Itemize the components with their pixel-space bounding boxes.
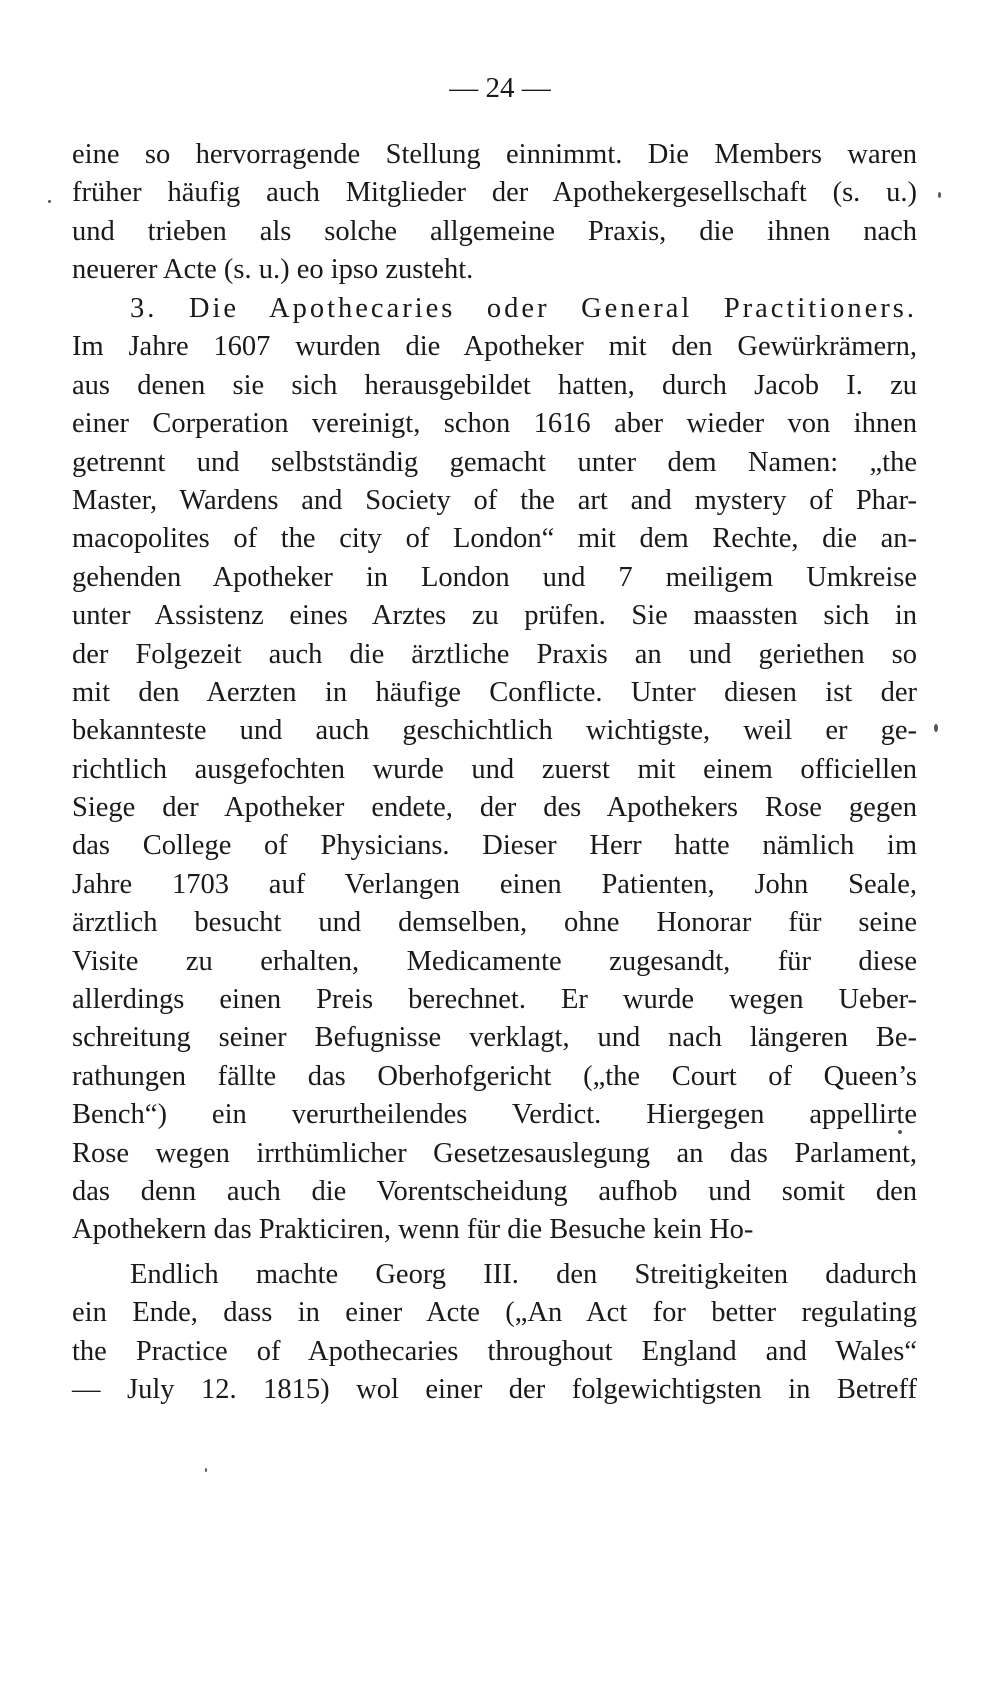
scan-speck <box>938 192 941 198</box>
text-line: einer Corperation vereinigt, schon 1616 aber wieder von ihnen <box>72 408 917 440</box>
text-line: ärztlich besucht und demselben, ohne Honorar für seine <box>72 907 917 939</box>
text-line: Endlich machte Georg III. den Streitigkeiten dadurch <box>130 1259 917 1290</box>
text-line: macopolites of the city of London“ mit dem Rechte, die an- <box>72 523 917 555</box>
text-line: aus denen sie sich herausgebildet hatten, durch Jacob I. zu <box>72 369 917 401</box>
text-line: the Practice of Apothecaries throughout England and Wales“ <box>72 1335 917 1367</box>
page-number: — 24 — <box>449 72 551 104</box>
text-line: der Folgezeit auch die ärztliche Praxis an und geriethen so <box>72 638 917 670</box>
text-line: getrennt und selbstständig gemacht unter dem Namen: „the <box>72 446 917 478</box>
scan-speck <box>48 200 51 203</box>
text-line: Im Jahre 1607 wurden die Apotheker mit den Gewürkrämern, <box>72 331 917 363</box>
scan-speck <box>205 1468 207 1472</box>
text-line: Rose wegen irrthümlicher Gesetzesauslegung an das Parlament, <box>72 1137 917 1169</box>
text-line: — July 12. 1815) wol einer der folgewichtigsten in Betreff <box>72 1374 917 1406</box>
scan-speck <box>934 724 938 732</box>
text-line: mit den Aerzten in häufige Conflicte. Unter diesen ist der <box>72 676 917 708</box>
paragraph-3 <box>72 1256 917 1410</box>
text-line: Siege der Apotheker endete, der des Apothekers Rose gegen <box>72 792 917 824</box>
text-line: ein Ende, dass in einer Acte („An Act for better regulating <box>72 1297 917 1329</box>
text-line: Master, Wardens and Society of the art and mystery of Phar- <box>72 484 917 516</box>
text-line: und trieben als solche allgemeine Praxis, die ihnen nach <box>72 215 917 247</box>
section-heading: 3. Die Apothecaries oder General Practitioners. <box>130 293 917 324</box>
text-line: Bench“) ein verurtheilendes Verdict. Hiergegen appellirte <box>72 1099 917 1131</box>
text-line: bekannteste und auch geschichtlich wichtigste, weil er ge- <box>72 715 917 747</box>
text-line: richtlich ausgefochten wurde und zuerst mit einem officiellen <box>72 753 917 785</box>
text-line: das College of Physicians. Dieser Herr hatte nämlich im <box>72 830 917 862</box>
text-line: Apothekern das Prakticiren, wenn für die Besuche kein Ho- <box>72 1214 754 1246</box>
text-line: allerdings einen Preis berechnet. Er wurde wegen Ueber- <box>72 984 917 1016</box>
text-line: unter Assistenz eines Arztes zu prüfen. Sie maassten sich in <box>72 600 917 632</box>
text-line: eine so hervorragende Stellung einnimmt. Die Members waren <box>72 139 917 170</box>
paragraph-2 <box>72 290 917 1250</box>
text-line: früher häufig auch Mitglieder der Apothekergesellschaft (s. u.) <box>72 177 917 209</box>
text-line: schreitung seiner Befugnisse verklagt, und nach längeren Be- <box>72 1022 917 1054</box>
text-line: Visite zu erhalten, Medicamente zugesandt, für diese <box>72 945 917 977</box>
text-line: gehenden Apotheker in London und 7 meiligem Umkreise <box>72 561 917 593</box>
text-line: das denn auch die Vorentscheidung aufhob und somit den <box>72 1175 917 1207</box>
paragraph-1 <box>72 136 917 290</box>
text-line: rathungen fällte das Oberhofgericht („the Court of Queen’s <box>72 1060 917 1092</box>
text-line: neuerer Acte (s. u.) eo ipso zusteht. <box>72 254 474 286</box>
scan-speck <box>898 1130 902 1134</box>
text-line: Jahre 1703 auf Verlangen einen Patienten, John Seale, <box>72 868 917 900</box>
